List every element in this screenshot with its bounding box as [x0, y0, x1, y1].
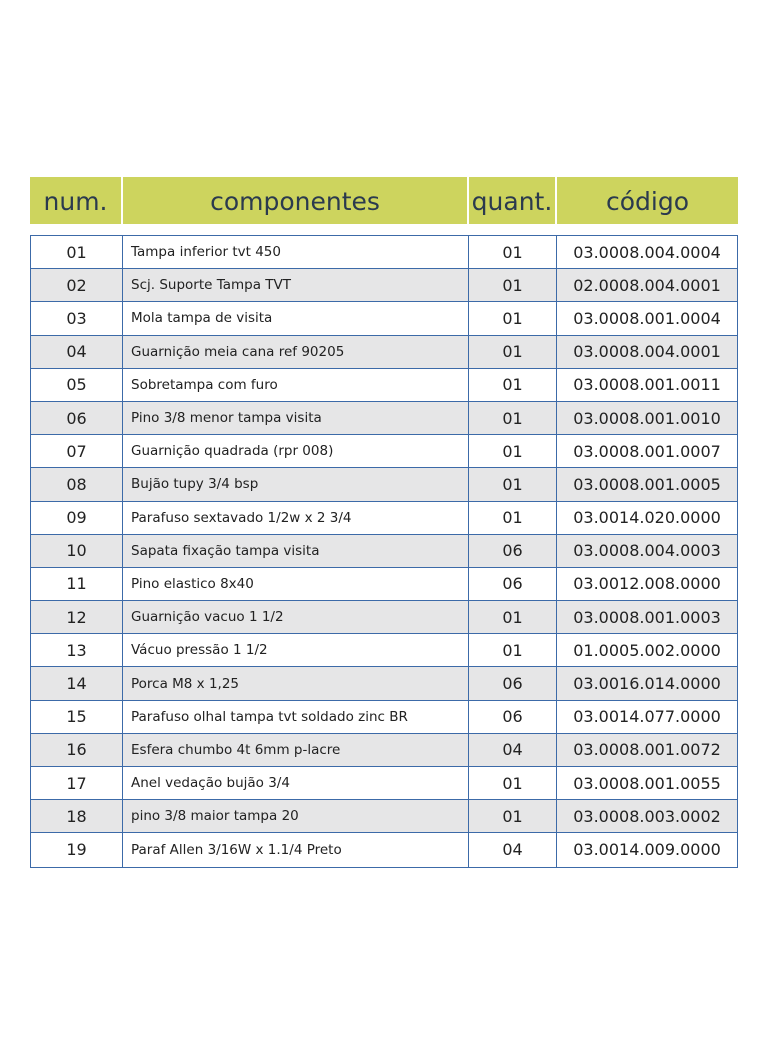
table-row [31, 468, 737, 501]
header-codigo: código [557, 177, 738, 224]
row-componente: Vácuo pressão 1 1/2 [123, 634, 469, 666]
row-num: 07 [31, 435, 123, 467]
row-componente: Sapata fixação tampa visita [123, 535, 469, 567]
row-num: 18 [31, 800, 123, 832]
row-componente: Esfera chumbo 4t 6mm p-lacre [123, 734, 469, 766]
row-codigo: 02.0008.004.0001 [573, 275, 721, 295]
table-row [31, 336, 737, 369]
table-row [31, 800, 737, 833]
row-num: 08 [31, 468, 123, 500]
row-componente: Tampa inferior tvt 450 [123, 236, 469, 268]
table-row [31, 667, 737, 700]
row-codigo: 03.0012.008.0000 [573, 574, 721, 594]
row-componente: Anel vedação bujão 3/4 [123, 767, 469, 799]
row-quant: 01 [469, 502, 557, 534]
row-num: 16 [31, 734, 123, 766]
row-componente: pino 3/8 maior tampa 20 [123, 800, 469, 832]
table-row [31, 502, 737, 535]
row-num: 03 [31, 302, 123, 334]
row-num: 10 [31, 535, 123, 567]
row-componente: Guarnição vacuo 1 1/2 [123, 601, 469, 633]
row-num: 09 [31, 502, 123, 534]
row-num: 17 [31, 767, 123, 799]
row-num: 02 [31, 269, 123, 301]
row-codigo: 03.0014.009.0000 [573, 840, 721, 860]
row-codigo: 03.0014.077.0000 [573, 707, 721, 727]
table-row [31, 402, 737, 435]
row-quant: 06 [469, 667, 557, 699]
row-num: 04 [31, 336, 123, 368]
table-row [31, 568, 737, 601]
row-componente: Parafuso sextavado 1/2w x 2 3/4 [123, 502, 469, 534]
row-codigo: 03.0008.003.0002 [573, 806, 721, 826]
row-componente: Porca M8 x 1,25 [123, 667, 469, 699]
row-num: 12 [31, 601, 123, 633]
row-quant: 06 [469, 568, 557, 600]
row-quant: 06 [469, 535, 557, 567]
row-num: 05 [31, 369, 123, 401]
table-row [31, 236, 737, 269]
row-quant: 01 [469, 269, 557, 301]
row-quant: 01 [469, 767, 557, 799]
row-quant: 01 [469, 800, 557, 832]
row-codigo: 03.0008.001.0011 [573, 375, 721, 395]
row-codigo: 03.0008.004.0001 [573, 342, 721, 362]
row-codigo: 03.0008.004.0004 [573, 242, 721, 262]
row-num: 06 [31, 402, 123, 434]
table-row [31, 369, 737, 402]
row-quant: 06 [469, 701, 557, 733]
row-componente: Mola tampa de visita [123, 302, 469, 334]
row-componente: Paraf Allen 3/16W x 1.1/4 Preto [123, 833, 469, 866]
row-codigo: 03.0008.004.0003 [573, 541, 721, 561]
row-quant: 01 [469, 336, 557, 368]
row-componente: Pino 3/8 menor tampa visita [123, 402, 469, 434]
row-quant: 01 [469, 601, 557, 633]
table-row [31, 535, 737, 568]
row-num: 01 [31, 236, 123, 268]
table-row [31, 701, 737, 734]
table-row [31, 435, 737, 468]
table-row [31, 833, 737, 866]
row-componente: Parafuso olhal tampa tvt soldado zinc BR [123, 701, 469, 733]
row-num: 19 [31, 833, 123, 866]
header-quant: quant. [469, 177, 555, 224]
row-codigo: 03.0008.001.0007 [573, 441, 721, 461]
table-row [31, 734, 737, 767]
table-row [31, 767, 737, 800]
row-componente: Sobretampa com furo [123, 369, 469, 401]
row-componente: Bujão tupy 3/4 bsp [123, 468, 469, 500]
row-quant: 01 [469, 634, 557, 666]
row-componente: Guarnição meia cana ref 90205 [123, 336, 469, 368]
row-quant: 01 [469, 435, 557, 467]
row-codigo: 03.0014.020.0000 [573, 508, 721, 528]
row-componente: Scj. Suporte Tampa TVT [123, 269, 469, 301]
row-componente: Pino elastico 8x40 [123, 568, 469, 600]
parts-table [30, 235, 738, 868]
row-quant: 01 [469, 236, 557, 268]
row-codigo: 03.0008.001.0010 [573, 408, 721, 428]
row-quant: 04 [469, 833, 557, 866]
row-quant: 01 [469, 369, 557, 401]
row-quant: 01 [469, 402, 557, 434]
row-codigo: 01.0005.002.0000 [573, 640, 721, 660]
header-componentes: componentes [123, 177, 467, 224]
row-num: 13 [31, 634, 123, 666]
table-row [31, 601, 737, 634]
row-quant: 04 [469, 734, 557, 766]
table-row [31, 302, 737, 335]
row-quant: 01 [469, 468, 557, 500]
row-codigo: 03.0016.014.0000 [573, 674, 721, 694]
row-codigo: 03.0008.001.0005 [573, 474, 721, 494]
row-codigo: 03.0008.001.0004 [573, 308, 721, 328]
row-num: 15 [31, 701, 123, 733]
table-header [30, 177, 738, 224]
row-codigo: 03.0008.001.0003 [573, 607, 721, 627]
row-codigo: 03.0008.001.0055 [573, 773, 721, 793]
row-num: 14 [31, 667, 123, 699]
table-row [31, 269, 737, 302]
row-codigo: 03.0008.001.0072 [573, 740, 721, 760]
row-componente: Guarnição quadrada (rpr 008) [123, 435, 469, 467]
table-row [31, 634, 737, 667]
row-num: 11 [31, 568, 123, 600]
row-quant: 01 [469, 302, 557, 334]
header-num: num. [30, 177, 121, 224]
